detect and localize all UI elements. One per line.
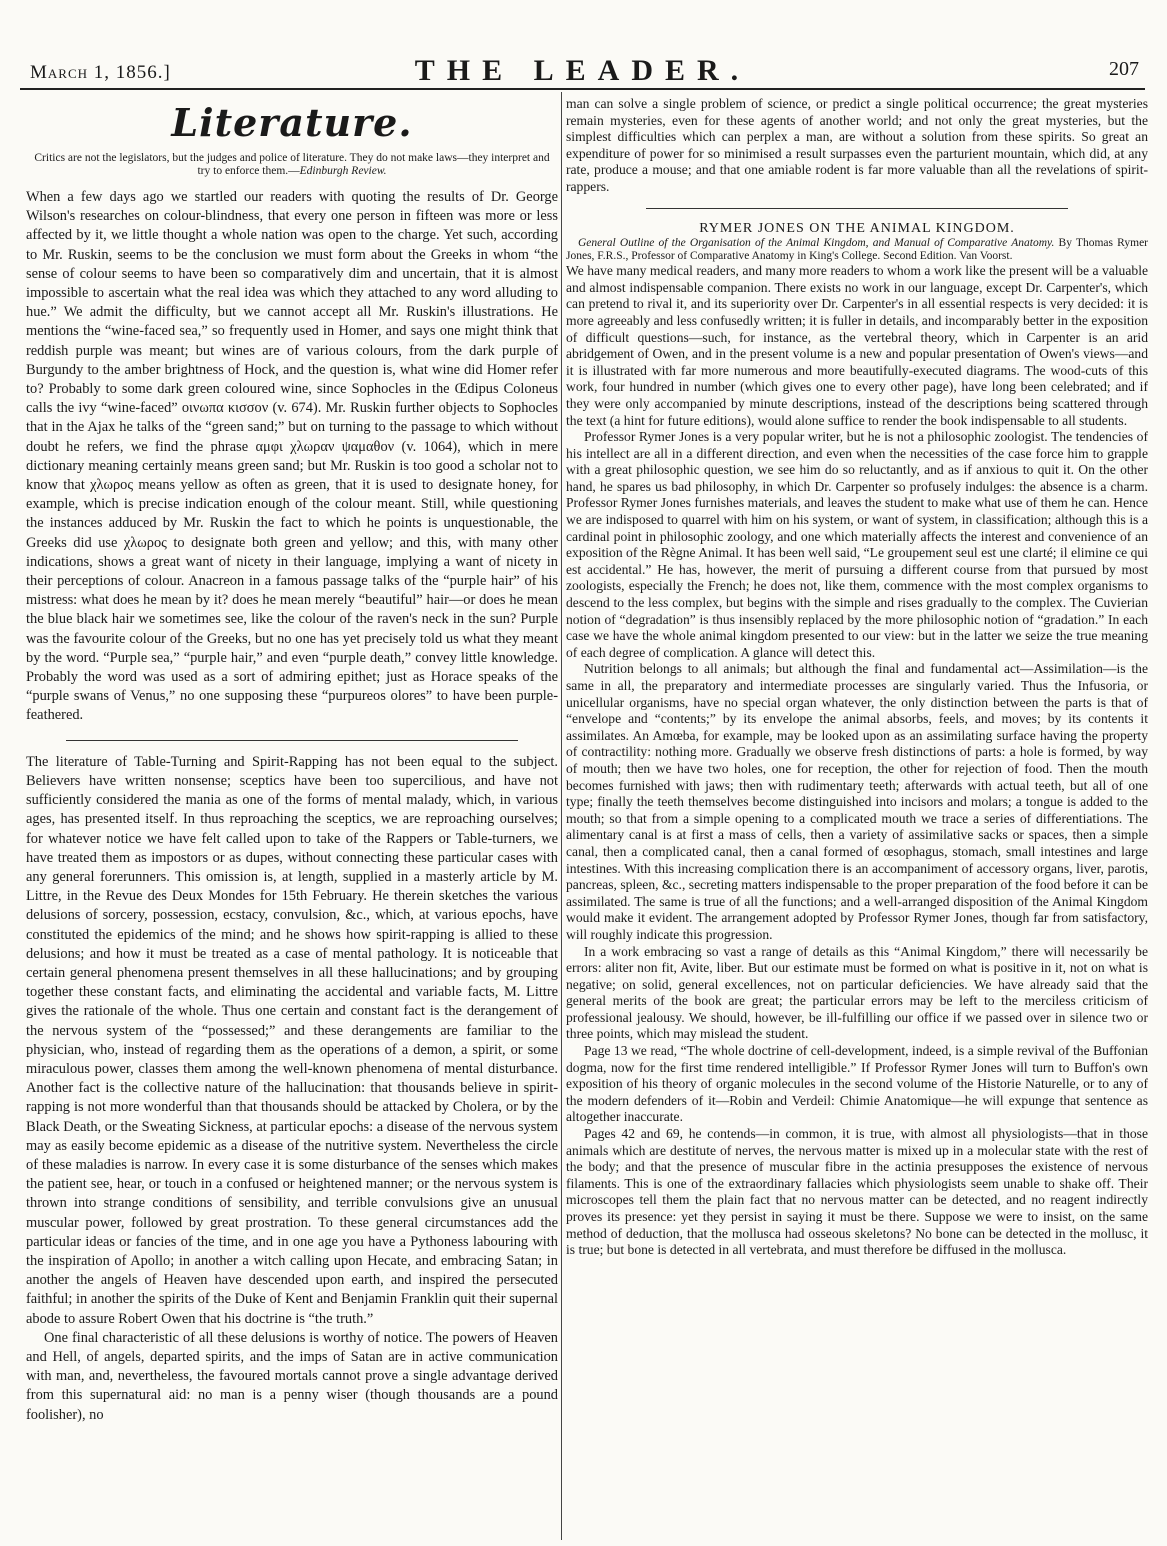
review-book-title: General Outline of the Organisation of the Animal Kingdom, and Manual of Comparative Anatomy.	[578, 237, 1055, 250]
epigraph	[26, 152, 558, 178]
epigraph-source: Edinburgh Review.	[299, 165, 387, 177]
article-colour-paragraph: When a few days ago we startled our readers with quoting the results of Dr. George Wilson's researches on colour-blindness, that every one person in fifteen was more or less affected by it, we little thought a whole nation was open to the charge. Yet such, according to Mr. Ruskin, seems to be the conclusion we must form about the Greeks in whom “the sense of colour seems to have been so comparatively dim and uncertain, that it is almost impossible to ascertain what the real idea was which they attached to any word alluding to hue.” We admit the difficulty, but we cannot accept all Mr. Ruskin's illustrations. He mentions the “wine-faced sea,” so frequently used in Homer, and says one might think that reddish purple was meant; but wines are of various colours, from the dark purple of Burgundy to the amber brightness of Hock, and the question is, what wine did Homer refer to? Probably to some dark green coloured wine, since Sophocles in the Œdipus Coloneus calls the ivy “wine-faced” οινωπα κισσον (v. 674). Mr. Ruskin further objects to Sophocles that in the Ajax he talks of the “green sand;” but on turning to the passage to which without doubt he refers, we find the phrase αμφι χλωραν ψαμαθον (v. 1064), which in mere dictionary meaning certainly means green sand; but Mr. Ruskin is too good a scholar not to know that χλωρος means yellow as often as green, that it is used to designate honey, for example, which is precise indication enough of the colour meant. Still, while questioning the instances adduced by Mr. Ruskin the fact to which he points is unquestionable, the Greeks did use χλωρος to designate both green and yellow; and this, with many other indications, shows a great want of nicety in their language, implying a want of nicety in their perceptions of colour. Anacreon in a famous passage talks of the “purple hair” of his mistress: what does he mean by it? does he mean merely “beautiful” hair—or does he mean the blue black hair we sometimes see, like the colour of the raven's neck in the sun? Purple was the favourite colour of the Greeks, but no one has yet precisely told us what they meant by the word. “Purple sea,” “purple hair,” and even “purple death,” convey little knowledge. Probably the word was used as a sort of admiring epithet; just as Horace speaks of the “purple swans of Venus,” no one supposing these “purpureos olores” to have been purple-feathered.	[26, 189, 558, 724]
article-divider	[66, 740, 518, 741]
review-paragraph-6: Pages 42 and 69, he contends—in common, it is true, with almost all physiologists—that in those animals which are destitute of nerves, the nervous matter is mixed up in a molecular state with the rest of the body; and that the presence of muscular fibre in the actinia presupposes the existence of nervous filaments. This is one of the extraordinary fallacies which physiologists seem unable to shake off. Their microscopes tell them the plain fact that no nervous matter can be detected, and no reagent indirectly proves its presence: yet they persist in saying it must be there. Suppose we were to insist, on the same method of deduction, that the mollusca had osseous skeletons? No bone can be detected in the mollusc, it is true; but bone is detected in all vertebrata, and must therefore be diffused in the mollusca.	[566, 1126, 1148, 1258]
left-column	[26, 96, 558, 1536]
review-subtitle	[566, 237, 1148, 263]
review-heading: RYMER JONES ON THE ANIMAL KINGDOM.	[699, 220, 1015, 236]
review-paragraph-4: In a work embracing so vast a range of details as this “Animal Kingdom,” there will necessarily be errors: aliter non fit, Avite, liber. But our estimate must be formed on what is positive in it, not on what is negative; on solid, general excellences, not on particular deficiencies. We have already said that the general merits of the book are great; the particular errors may be left to the merciless criticism of professional jealousy. We should, however, be ill-fulfilling our office if we passed over in silence two or three points, which may mislead the student.	[566, 943, 1148, 1042]
column-rule	[561, 92, 562, 1540]
review-divider	[646, 208, 1068, 209]
review-paragraph-3: Nutrition belongs to all animals; but although the final and fundamental act—Assimilation—is the same in all, the preparatory and intermediate processes are singularly varied. Thus the Infusoria, or unicellular organisms, have no special organ whatever, the only distinction between the parts is that of “envelope and “contents;” by its envelope the animal absorbs, feels, and moves; by its contents it assimilates. An Amœba, for example, may be looked upon as an assimilating surface having the property of contractility: nothing more. Gradually we observe fresh distinctions of parts: a hole is formed, by way of mouth; then we have two holes, one for reception, the other for rejection of food. Then the mouth becomes furnished with jaws; then with rudimentary teeth; afterwards with actual teeth, but all of one type; finally the teeth themselves become distinguished into incisors and molars; a tongue is added to the mouth; so that from a simple opening to a complicated mouth we trace a series of differentiations. The alimentary canal is at first a mass of cells, then a variety of assimilative sacks or spaces, then a simple canal, then a complicated canal, then a canal formed of œsophagus, stomach, small intestines and large intestines. With this increasing complication there is an accompaniment of accessory organs, liver, parotis, pancreas, spleen, &c., secreting matters indispensable to the proper preparation of the food before it can be assimilated. The same is true of all the functions; and a well-arranged disposition of the Animal Kingdom would make it evident. The arrangement adopted by Professor Rymer Jones, though far from satisfactory, will roughly indicate this progression.	[566, 661, 1148, 942]
right-column	[566, 96, 1148, 1536]
review-book-details: By Thomas Rymer Jones, F.R.S., Professor of Comparative Anatomy in King's College. Second Edition. Van Voorst.	[566, 237, 1148, 263]
review-paragraph-1: We have many medical readers, and many more readers to whom a work like the present will be a valuable and almost indispensable companion. There exists no work in our language, except Dr. Carpenter's, which can pretend to rival it, and its superiority over Dr. Carpenter's in all essential respects is very decided: it is more agreeably and less confusedly written; it is fuller in details, and incomparably better in the exposition of difficult questions—such, for instance, as the vertebral theory, which in Carpenter is an arid abridgement of Owen, and in the present volume is a new and popular presentation of Owen's views—and it is illustrated with far more numerous and more beautifully-executed diagrams. The wood-cuts of this work, four hundred in number (which gives one to every other page), have long been celebrated; and if they were only accompanied by minute descriptions, instead of the descriptions being scattered through the text (a hint for future editions), would alone suffice to render the book indispensable to all students.	[566, 263, 1148, 428]
continuation-paragraph: man can solve a single problem of science, or predict a single political occurrence; the great mysteries remain mysteries, even for these agents of another world; and not only the great mysteries, but the simplest difficulties which can perplex a man, are without a solution from these spirits. So great an expenditure of power for so minimised a result surpasses even the parturient mountain, which did, at any rate, produce a mouse; and that one amiable rodent is far more valuable than all the revelations of spirit-rappers.	[566, 96, 1148, 194]
masthead	[20, 46, 1145, 90]
article-spirit-paragraph-2: One final characteristic of all these delusions is worthy of notice. The powers of Heaven and Hell, of angels, departed spirits, and the imps of Satan are in active communication with man, and, nevertheless, the favoured mortals cannot prove a single advantage derived from this supernatural aid: no man is a penny wiser (though thousands are a pound foolisher), no	[26, 1329, 558, 1423]
issue-date: March 1, 1856.]	[30, 62, 171, 83]
article-spirit-paragraph-1: The literature of Table-Turning and Spirit-Rapping has not been equal to the subject. Believers have written nonsense; sceptics have been too supercilious, and have not sufficiently considered the mania as one of the forms of mental malady, which, in various ages, has presented itself. In thus reproaching the sceptics, we are reproaching ourselves; for whatever notice we have felt called upon to take of the Rappers or Table-turners, we have treated them as impostors or as dupes, without connecting these particular cases with any general forerunners. This omission is, at length, supplied in a masterly article by M. Littre, in the Revue des Deux Mondes for 15th February. He therein sketches the various delusions of sorcery, possession, ecstacy, convulsion, &c., which, at various epochs, have constituted the epidemics of the mind; and he shows how spirit-rapping is allied to these delusions; and how it must be treated as a case of mental pathology. It is noticeable that certain general phenomena present themselves in all these hallucinations; and by grouping together these constant facts, and eliminating the accidental and variable facts, M. Littre gives the rationale of the whole. Thus one certain and constant fact is the derangement of the nervous system of the “possessed;” and these derangements are familiar to the physician, who, instead of regarding them as the operations of a demon, a spirit, or some miraculous power, classes them among the well-known phenomena of mental disturbance. Another fact is the collective nature of the hallucination: that thousands believe in spirit-rapping is not more wonderful than that thousands should be attacked by Cholera, or by the Black Death, or the Sweating Sickness, at particular epochs: a disease of the nervous system may as easily become epidemic as a disease of the nutritive system. Nevertheless the circle of these maladies is narrow. In every case it is some disturbance of the senses which makes the patient see, hear, or touch in a confused or heightened manner; or the nervous system is thrown into strange conditions of sensibility, and terrible convulsions give an unusual muscular power, followed by great prostration. To these general circumstances add the particular ideas or fancies of the time, and in one age you have a Pythoness labouring with the inspiration of Apollo; in another a witch calling upon Hecate, and embracing Satan; in another the angels of Heaven have descended upon earth, and inspired the persecuted faithful; in another the spirits of the Duke of Kent and Benjamin Franklin quit their supernal abode to assure Robert Owen that his doctrine is “the truth.”	[26, 753, 558, 1327]
review-paragraph-5: Page 13 we read, “The whole doctrine of cell-development, indeed, is a simple revival of the Buffonian dogma, now for the first time rendered intelligible.” If Professor Rymer Jones will turn to Buffon's own exposition of his theory of organic molecules in the second volume of the Historie Naturelle, or to any of the modern defenders of it—Robin and Verdeil: Chimie Anatomique—he will expunge that sentence as altogether inaccurate.	[566, 1043, 1148, 1125]
newspaper-title: THE LEADER.	[414, 54, 751, 87]
page-number: 207	[1109, 58, 1139, 80]
review-paragraph-2: Professor Rymer Jones is a very popular writer, but he is not a philosophic zoologist. The tendencies of his intellect are all in a different direction, and even when the necessities of the case force him to grapple with a great philosophic question, we see him do so reluctantly, and as if anxious to quit it. On the other hand, he spares us bad philosophy, in which Dr. Carpenter so profusely indulges: the absence is a charm. Professor Rymer Jones furnishes materials, and leaves the student to make what use of them he can. Hence we are indisposed to quarrel with him on his system, or want of system, in classification; although this is a cardinal point in philosophic zoology, and one which materially affects the interest and convenience of an exposition of the Règne Animal. It has been well said, “Le groupement seul est une clarté; il elimine ce qui est accidental.” He has, however, the merit of pursuing a different course from that pursued by most zoologists, especially the French; he does not, like them, commence with the most complex organisms to descend to the less complex, but begins with the simple and rises gradually to the complex. The Cuvierian notion of “degradation” is thus insensibly replaced by the more philosophic notion of “gradation.” In each case we have the whole animal kingdom presented to our view: but in the latter we seize the true meaning of each degree of complication. A glance will detect this.	[566, 429, 1148, 660]
epigraph-text: Critics are not the legislators, but the judges and police of literature. They do not make laws—they interpret and try to enforce them.—	[34, 152, 550, 177]
section-title: Literature.	[171, 100, 413, 145]
